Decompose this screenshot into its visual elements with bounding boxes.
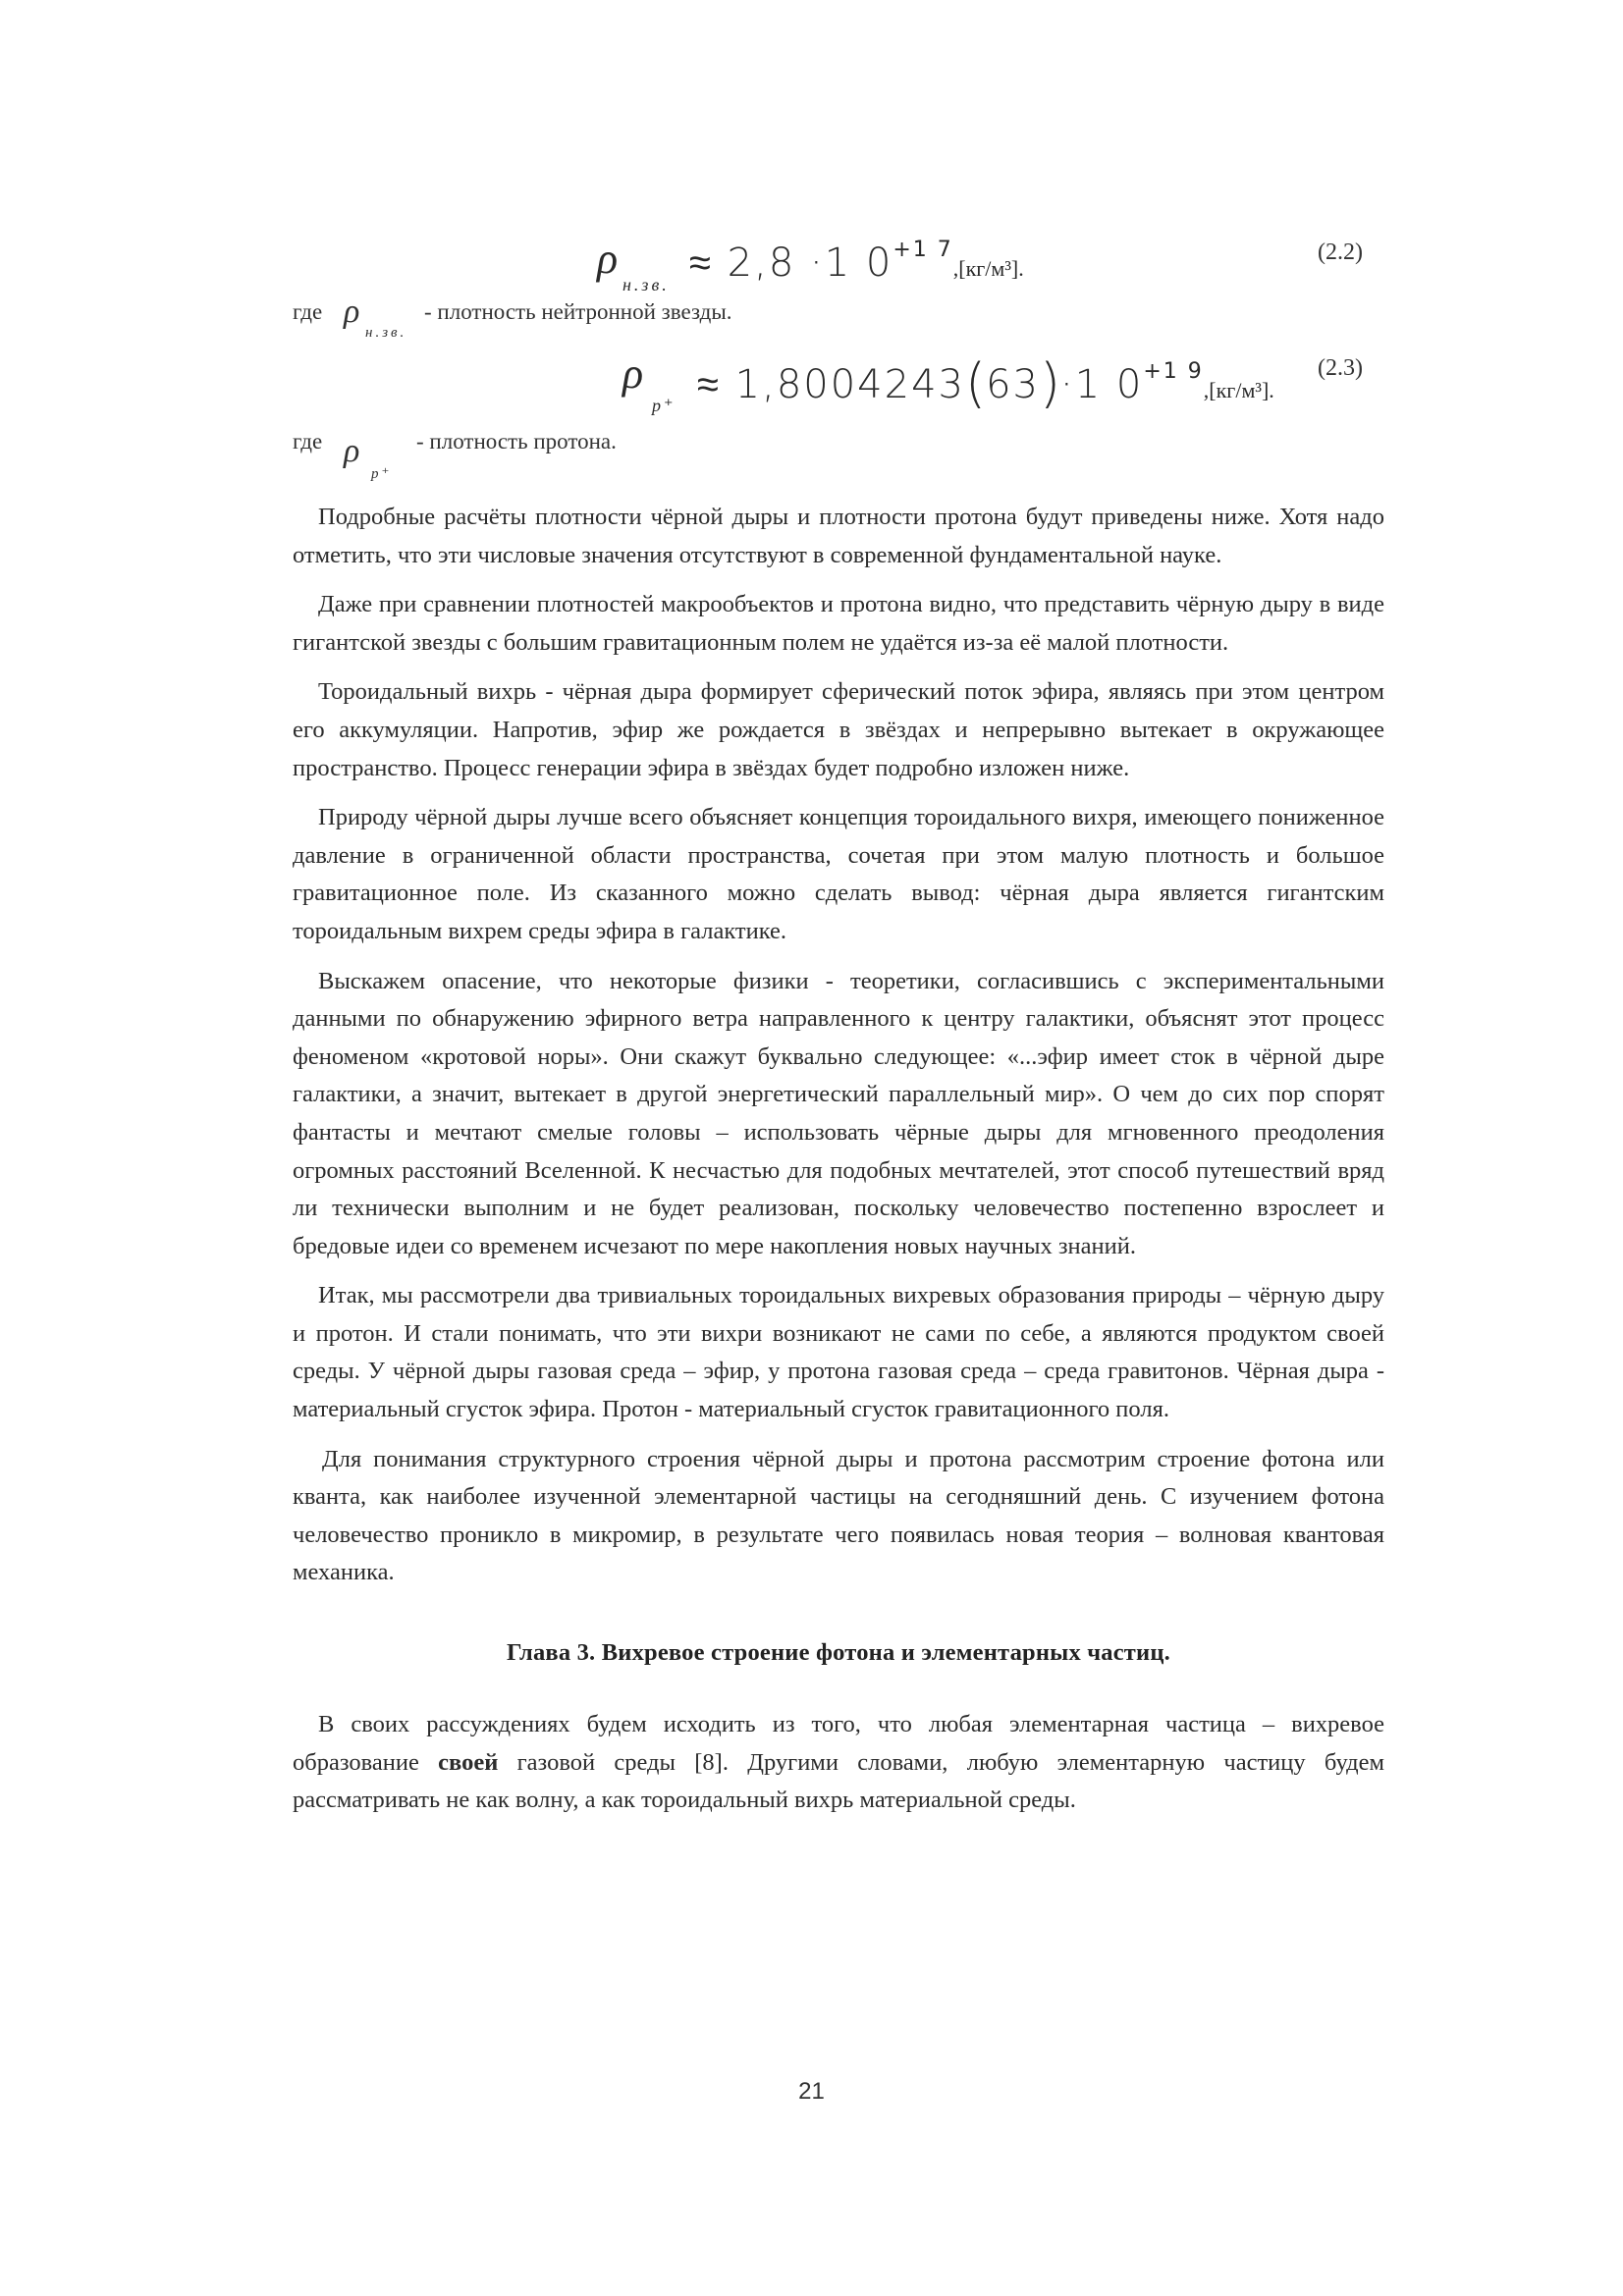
formula-unit: ,[кг/м³].	[952, 256, 1024, 281]
formula-expression	[697, 352, 1274, 414]
close-paren: )	[1039, 352, 1061, 414]
paragraph: Даже при сравнении плотностей макрообъектов и протона видно, что представить чёрную дыру в виде гигантской звезды с большим гравитационным полем не удаётся из-за её малой плотности.	[293, 591, 1384, 656]
formula-paren-content: 63	[986, 362, 1040, 407]
formula-symbol: ρ	[597, 235, 619, 283]
text-span: газовой среды [8]. Другими словами, любую элементарную частицу будем рассматривать не как волну, а как тороидальный вихрь материальной среды.	[293, 1748, 1385, 1814]
definition-subscript: н.зв.	[365, 325, 407, 341]
formula-unit: ,[кг/м³].	[1203, 378, 1274, 402]
definition-symbol: ρ	[344, 433, 360, 469]
formula-subscript: p⁺	[652, 396, 676, 415]
chapter-title: Глава 3. Вихревое строение фотона и элементарных частиц.	[506, 1639, 1170, 1667]
paragraph: Подробные расчёты плотности чёрной дыры и плотности протона будут приведены ниже. Хотя надо отметить, что эти числовые значения отсутствуют в современной фундаментальной науке.	[293, 504, 1384, 568]
where-word: где	[293, 429, 323, 454]
paragraph: Итак, мы рассмотрели два тривиальных тороидальных вихревых образования природы – чёрную дыру и протон. И стали понимать, что эти вихри возникают не сами по себе, а являются продуктом своей среды. У чёрной дыры газовая среда – эфир, у протона газовая среда – среда гравитонов. Чёрная дыра - материальный сгусток эфира. Протон - материальный сгусток гравитационного поля.	[293, 1282, 1384, 1423]
paragraph: Для понимания структурного строения чёрной дыры и протона рассмотрим строение фотона или кванта, как наиболее изученной элементарной частицы на сегодняшний день. С изучением фотона человечество проникло в микромир, в результате чего появилась новая теория – волновая квантовая механика.	[293, 1445, 1384, 1586]
open-paren: (	[964, 352, 987, 414]
page-number: 21	[798, 2078, 825, 2105]
formula-main: ≈ 2,8 ·1 0	[689, 240, 893, 286]
formula-main: ≈ 1,8004243	[697, 362, 965, 407]
definition-text: - плотность нейтронной звезды.	[424, 299, 732, 324]
definition-line-1	[293, 294, 980, 348]
formula-expression	[689, 238, 1024, 286]
paragraph-last	[293, 1706, 1384, 1820]
definition-subscript: p⁺	[371, 466, 393, 482]
body-text	[293, 499, 1384, 1832]
where-word: где	[293, 299, 323, 324]
formula-subscript: н.зв.	[622, 275, 670, 294]
paragraph: Выскажем опасение, что некоторые физики - теоретики, согласившись с экспериментальными данными по обнаружению эфирного ветра направленного к центру галактики, объяснят этот процесс феноменом «кротовой норы». Они скажут буквально следующее: «...эфир имеет сток в чёрной дыре галактики, а значит, вытекает в другой энергетический параллельный мир». О чем до сих пор спорят фантасты и мечтают смелые головы – использовать чёрные дыры для мгновенного преодоления огромных расстояний Вселенной. К несчастью для подобных мечтателей, этот способ путешествий вряд ли технически выполним и не будет реализован, поскольку человечество постепенно взрослеет и бредовые идеи со временем исчезают по мере накопления новых научных знаний.	[293, 967, 1384, 1259]
bold-word: своей	[438, 1748, 499, 1776]
text-span: В своих рассуждениях будем исходить из того, что любая элементарная частица – вихревое образование	[293, 1711, 1384, 1776]
equation-number-2-2: (2.2)	[1318, 240, 1363, 265]
formula-exponent: +1 7	[893, 238, 953, 262]
equation-number-2-3: (2.3)	[1318, 355, 1363, 381]
paragraph: Природу чёрной дыры лучше всего объясняет концепция тороидального вихря, имеющего пониженное давление в ограниченной области пространства, сочетая при этом малую плотность и большое гравитационное поле. Из сказанного можно сделать вывод: чёрная дыра является гигантским тороидальным вихрем среды эфира в галактике.	[293, 804, 1384, 944]
formula-symbol: ρ	[622, 349, 644, 398]
paragraph: Тороидальный вихрь - чёрная дыра формирует сферический поток эфира, являясь при этом центром его аккумуляции. Напротив, эфир же рождается в звёздах и непрерывно вытекает в окружающее пространство. Процесс генерации эфира в звёздах будет подробно изложен ниже.	[293, 678, 1384, 781]
definition-symbol: ρ	[344, 294, 360, 330]
definition-text: - плотность протона.	[416, 429, 617, 454]
formula-after-paren: ·1 0	[1060, 362, 1144, 407]
formula-exponent: +1 9	[1143, 359, 1204, 384]
definition-line-2	[293, 429, 980, 488]
